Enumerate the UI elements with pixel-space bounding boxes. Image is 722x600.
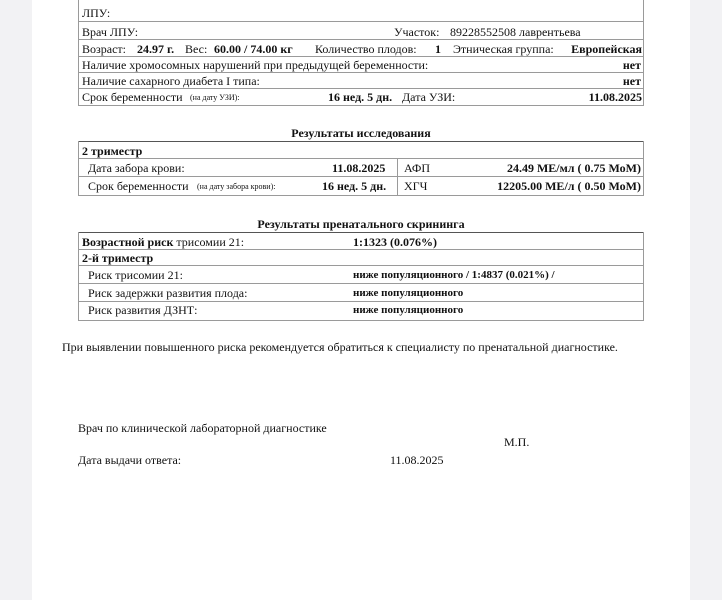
row-divider bbox=[78, 301, 644, 302]
row-divider bbox=[78, 265, 644, 266]
table-border bbox=[78, 195, 644, 196]
chromo-label: Наличие хромосомных нарушений при предыдущей беременности: bbox=[82, 58, 429, 72]
dznt-risk-value: ниже популяционного bbox=[353, 304, 464, 316]
ethnic-value: Европейская bbox=[571, 42, 642, 56]
doctor-label: Врач ЛПУ: bbox=[82, 25, 139, 39]
issue-date-value: 11.08.2025 bbox=[390, 453, 444, 467]
age-value: 24.97 г. bbox=[137, 42, 175, 56]
row-divider bbox=[78, 72, 644, 73]
research-term-label: Срок беременности bbox=[88, 179, 189, 193]
recommendation-text: При выявлении повышенного риска рекомендуется обратиться к специалисту по пренатальной диагностике. bbox=[62, 340, 618, 354]
t21-risk-label: Риск трисомии 21: bbox=[88, 268, 183, 282]
hcg-label: ХГЧ bbox=[404, 179, 428, 193]
table-border bbox=[78, 141, 644, 142]
table-border bbox=[643, 232, 644, 321]
hcg-value: 12205.00 МЕ/л ( 0.50 МоМ) bbox=[497, 179, 641, 193]
screening-trimester: 2-й триместр bbox=[82, 251, 154, 265]
research-term-note: (на дату забора крови): bbox=[197, 182, 276, 191]
uchastok-value: 89228552508 лаврентьева bbox=[450, 25, 581, 39]
age-risk-value: 1:1323 (0.076%) bbox=[353, 235, 437, 249]
growth-risk-label: Риск задержки развития плода: bbox=[88, 286, 248, 300]
age-risk-label-bold: Возрастной риск bbox=[82, 235, 174, 249]
afp-label: АФП bbox=[404, 161, 431, 175]
ethnic-label: Этническая группа: bbox=[453, 42, 554, 56]
stamp-label: М.П. bbox=[504, 435, 530, 449]
document-page bbox=[32, 0, 690, 600]
row-divider bbox=[78, 176, 644, 177]
growth-risk-value: ниже популяционного bbox=[353, 287, 464, 299]
row-divider bbox=[78, 88, 644, 89]
table-border bbox=[78, 232, 79, 321]
age-risk-label bbox=[82, 235, 244, 250]
chromo-value: нет bbox=[622, 58, 641, 72]
table-border bbox=[78, 141, 79, 196]
row-divider bbox=[78, 158, 644, 159]
weight-value: 60.00 / 74.00 кг bbox=[214, 42, 293, 56]
dznt-risk-label: Риск развития ДЗНТ: bbox=[88, 303, 198, 317]
diabetes-label: Наличие сахарного диабета I типа: bbox=[82, 74, 260, 88]
row-divider bbox=[78, 283, 644, 284]
term-note: (на дату УЗИ): bbox=[190, 93, 240, 102]
lpu-label: ЛПУ: bbox=[82, 6, 111, 20]
fetus-label: Количество плодов: bbox=[315, 42, 417, 56]
table-border bbox=[78, 232, 644, 233]
table-border bbox=[643, 141, 644, 196]
row-divider bbox=[78, 39, 644, 40]
t21-risk-value: ниже популяционного / 1:4837 (0.021%) / bbox=[353, 269, 555, 281]
table-border bbox=[78, 0, 79, 106]
table-border bbox=[78, 105, 644, 106]
row-divider bbox=[78, 21, 644, 22]
afp-value: 24.49 МЕ/мл ( 0.75 МоМ) bbox=[506, 161, 641, 175]
research-title: Результаты исследования bbox=[291, 126, 431, 140]
term-value: 16 нед. 5 дн. bbox=[328, 90, 393, 104]
row-divider bbox=[78, 249, 644, 250]
research-trimester: 2 триместр bbox=[82, 144, 143, 158]
diabetes-value: нет bbox=[622, 74, 641, 88]
lab-doctor-label: Врач по клинической лабораторной диагностике bbox=[78, 421, 327, 435]
blood-date-label: Дата забора крови: bbox=[88, 161, 185, 175]
uchastok-label: Участок: bbox=[394, 25, 440, 39]
term-label: Срок беременности bbox=[82, 90, 183, 104]
age-risk-label-rest: трисомии 21: bbox=[176, 235, 245, 249]
fetus-value: 1 bbox=[435, 42, 441, 56]
age-label: Возраст: bbox=[82, 42, 126, 56]
research-term-value: 16 нед. 5 дн. bbox=[322, 179, 387, 193]
issue-date-label: Дата выдачи ответа: bbox=[78, 453, 182, 467]
table-border bbox=[78, 320, 644, 321]
uzi-label: Дата УЗИ: bbox=[402, 90, 456, 104]
screening-title: Результаты пренатального скрининга bbox=[257, 217, 465, 231]
uzi-value: 11.08.2025 bbox=[588, 90, 642, 104]
row-divider bbox=[78, 56, 644, 57]
column-divider bbox=[397, 158, 398, 196]
blood-date-value: 11.08.2025 bbox=[332, 161, 386, 175]
weight-label: Вес: bbox=[185, 42, 208, 56]
table-border bbox=[643, 0, 644, 106]
